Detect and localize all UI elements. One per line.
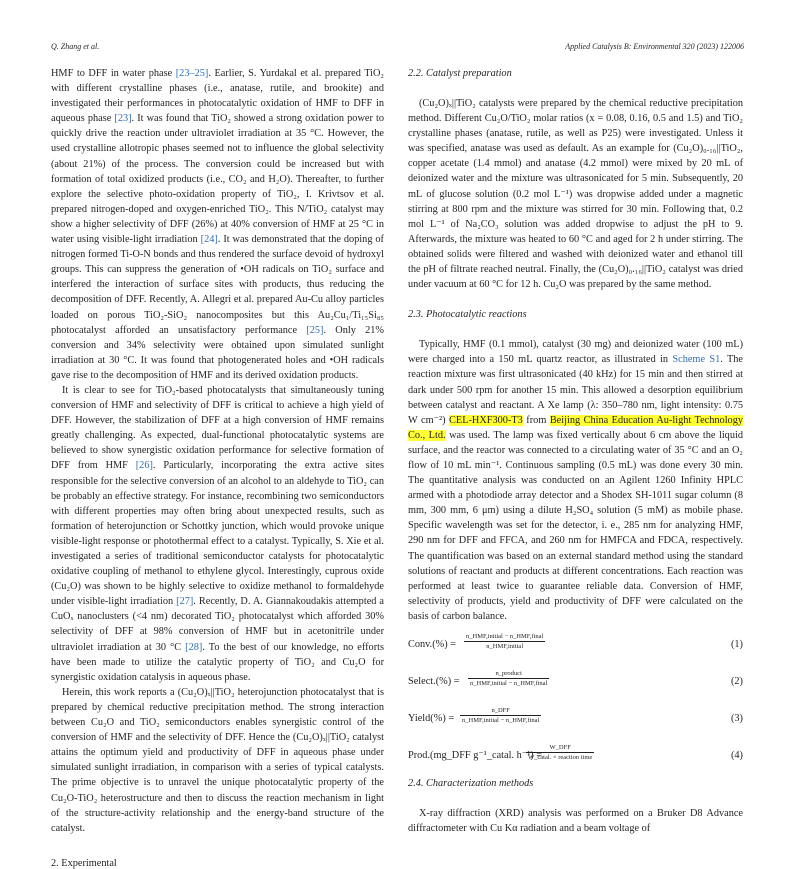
citation-link[interactable]: [28] bbox=[185, 641, 203, 653]
section-heading-characterization: 2.4. Characterization methods bbox=[408, 778, 534, 789]
left-column bbox=[51, 66, 384, 836]
citation-link[interactable]: [26] bbox=[135, 460, 153, 472]
citation-link[interactable]: [27] bbox=[176, 596, 194, 608]
highlighted-lamp-model: CEL-HXF300-T3 bbox=[449, 414, 523, 426]
equation-yield: Yield(%) = n_DFF n_HMF,initial − n_HMF,final (3) bbox=[408, 707, 743, 724]
equation-conversion: Conv.(%) = n_HMF,initial − n_HMF,final n_HMF,initial (1) bbox=[408, 633, 743, 650]
equation-productivity: Prod.(mg_DFF g⁻¹_catal. h⁻¹) = W_DFF W_catal. × reaction time (4) bbox=[408, 744, 743, 761]
photocatalytic-reactions-paragraph: Typically, HMF (0.1 mmol), catalyst (30 mg) and deionized water (100 mL) were charged into a 150 mL quartz reactor, as illustrated in Scheme S1. The reaction mixture was first ultrasonicated (40 kHz) for 15 min and then stirred at dark under 500 rpm for another 15 min. This allowed a desorption equilibrium between catalyst and reactant. A Xe lamp (λ: 350–780 nm, light intensity: 0.75 W cm⁻²) CEL-HXF300-T3 from Beijing China Education Au-light Technology Co., Ltd. was used. The lamp was fixed vertically about 6 cm above the liquid surface, and the reactor was connected to a circulating water of 35 °C and an O₂ flow of 10 mL min⁻¹. Continuous sampling (0.5 mL) was done every 30 min. The quantitative analysis was conducted on an Agilent 1260 Infinity HPLC armed with a photodiode array detector and a Shodex SH-1011 sugar column (8 mm, 300 mm, 6 μm) using a dilute H₂SO₄ solution (5 mM) as mobile phase. Specific wavelength was set for the detector, i. e., 285 nm for analyzing HMF, 290 nm for DFF and FFCA, and 260 nm for HMFCA and FDCA, respectively. The quantification was based on an external standard method using the standard solutions of reactant and products at different concentrations. Each reaction was performed at least twice to guarantee reliable data. Conversion of HMF, selectivity of products, yield and productivity of DFF were calculated on the basis of carbon balance. bbox=[408, 339, 743, 622]
catalyst-preparation-paragraph: (Cu₂O)ₓ||TiO₂ catalysts were prepared by the chemical reductive precipitation method. Different Cu₂O/TiO₂ molar ratios (x = 0.08, 0.16, 0.5 and 1.5) and TiO₂ crystalline phases (anatase, rutile, as well as P25) were investigated. Unless it was specified, anatase was used as default. As an example for (Cu₂O)₀.₁₆||TiO₂, copper acetate (1.4 mmol) and anatase (4.2 mmol) were mixed by 20 mL of deionized water and the mixture was ultrasonicated for 5 min. Subsequently, 20 mL of glucose solution (0.2 mol L⁻¹) was dropwise added under a magnetic stirring at 800 rpm and the mixture was stirred for 30 min. Following that, 0.2 mol L⁻¹ of Na₂CO₃ solution was added dropwise to adjust the pH to 9. Afterwards, the mixture was heated to 60 °C and aged for 2 h under stirring. The obtained solids were filtered and washed with deionized water and ethanol till the pH of filtrate reached neutral. Finally, the (Cu₂O)₀.₁₆||TiO₂ catalyst was dried under vacuum at 60 °C for 12 h. Cu₂O was prepared by the same method. bbox=[408, 98, 743, 291]
right-column bbox=[408, 66, 743, 836]
section-heading-experimental: 2. Experimental bbox=[51, 858, 117, 869]
characterization-paragraph: X-ray diffraction (XRD) analysis was performed on a Bruker D8 Advance diffractometer with Cu Kα radiation and a beam voltage of bbox=[408, 808, 743, 835]
citation-link[interactable]: [24] bbox=[200, 234, 218, 246]
running-header-authors: Q. Zhang et al. bbox=[51, 42, 100, 51]
intro-paragraph-2: It is clear to see for TiO₂-based photocatalysts that simultaneously tuning conversion of HMF and selectivity of DFF is critical to achieve a high yield of DFF. However, the stabilization of DFF at a high conversion of HMF remains greatly challenging. As expected, dual-functional photocatalytic systems are believed to show synergistic oxidation performance for selective formation of DFF from HMF [26]. Particularly, incorporating the extra active sites responsible for the selective conversion of an alcohol to an aldehyde to TiO₂ can be probably an effective strategy. For instance, recombining two semiconductors with different properties may often bring about unexpected results, such as formation of heterojunction or Schottky junction, which would provoke unique visible-light response or photothermal effect to a catalyst. Typically, S. Xie et al. investigated a series of traditional semiconductor catalysts for photocatalytic oxidative coupling of methanol to ethylene glycol. Interestingly, cuprous oxide (Cu₂O) was shown to be highly selective to oxidize methanol to formaldehyde under visible-light irradiation [27]. Recently, D. A. Giannakoudakis attempted a CuOₓ nanoclusters (<4 nm) decorated TiO₂ photocatalyst which afforded 30% selectivity of DFF at 98% conversion of HMF but in acetonitrile under ultraviolet irradiation at 30 °C [28]. To the best of our knowledge, no efforts have been made to utilize the catalytic property of TiO₂ and Cu₂O for synergistic oxidation catalysis in aqueous phase. bbox=[51, 384, 384, 683]
scheme-link[interactable]: Scheme S1 bbox=[672, 354, 721, 366]
equation-selectivity: Select.(%) = n_product n_HMF,initial − n_HMF,final (2) bbox=[408, 670, 743, 687]
citation-link[interactable]: [23] bbox=[114, 113, 132, 125]
intro-paragraph-3: Herein, this work reports a (Cu₂O)ₓ||TiO₂ heterojunction photocatalyst that is prepared by chemical reductive precipitation method. The strong interaction between Cu₂O and TiO₂ semiconductors enables synergistic control of the conversion of HMF and the selectivity of DFF. Hence the (Cu₂O)ₓ||TiO₂ catalyst attains the optimum yield and productivity of DFF in aqueous phase under simulated sunlight irradiation, in comparison with a series of typical catalysts. The prime objective is to unravel the unique photocatalytic property of the Cu₂O-TiO₂ heterostructure and then to discuss the reaction mechanism in light of the structure-activity relationship and the energy-band structure of the catalyst. bbox=[51, 686, 384, 834]
running-header-journal: Applied Catalysis B: Environmental 320 (2023) 122006 bbox=[565, 42, 744, 51]
citation-link[interactable]: [25] bbox=[306, 324, 324, 336]
section-heading-catalyst-preparation: 2.2. Catalyst preparation bbox=[408, 68, 512, 79]
highlighted-manufacturer: Beijing China Education Au-light Technology Co., Ltd. bbox=[408, 414, 743, 441]
citation-link[interactable]: [23–25] bbox=[175, 68, 209, 79]
section-heading-photocatalytic-reactions: 2.3. Photocatalytic reactions bbox=[408, 309, 527, 321]
intro-paragraph-1: HMF to DFF in water phase [23–25]. Earlier, S. Yurdakal et al. prepared TiO₂ with different crystalline phases (i.e., anatase, rutile, and brookite) and investigated their performances in photocatalytic oxidation of HMF to DFF in aqueous phase [23]. It was found that TiO₂ showed a strong oxidation power to quickly drive the reaction under ultraviolet irradiation at 35 °C. However, the used crystalline allotropic phases seemed not to influence the global selectivity (about 21%) of the process. The conversion could be increased but with formation of total oxidized products (i.e., CO₂ and H₂O). Thereafter, to further explore the selective photo-oxidation property of TiO₂, I. Krivtsov et al. prepared nitrogen-doped and oxygen-enriched TiO₂. This N/TiO₂ catalyst may show a higher selectivity of DFF (26%) at 40% conversion of HMF at 25 °C in water using visible-light irradiation [24]. It was demonstrated that the doping of nitrogen formed Ti-O-N bonds and thus rendered the surface devoid of hydroxyl groups. This can suppress the generation of •OH radicals on TiO₂ surface and interfered the interaction of surface sites with products, thus reducing the decomposition of DFF. Recently, A. Allegri et al. prepared Au-Cu alloy particles loaded on porous TiO₂-SiO₂ nanocomposites but this Au₂Cu₁/Ti₁₅Si₈₅ photocatalyst afforded an unsatisfactory performance [25]. Only 21% conversion and 34% selectivity were obtained upon simulated sunlight irradiation at 30 °C. It was found that photogenerated holes and •OH radicals gave rise to the decomposition of HMF and its derived oxidation products. bbox=[51, 68, 385, 381]
